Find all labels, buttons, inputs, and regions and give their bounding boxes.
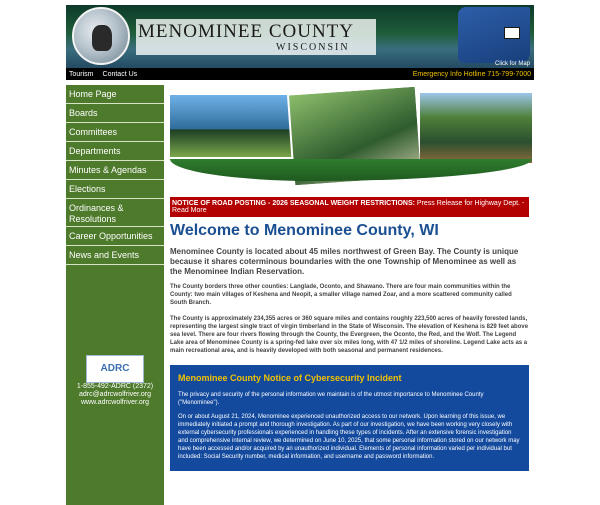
sidebar-item-elections[interactable]: Elections (66, 180, 164, 199)
sidebar-item-home[interactable]: Home Page (66, 85, 164, 104)
site-header (66, 5, 534, 68)
site-title-line2: WISCONSIN (276, 42, 350, 53)
sidebar-item-careers[interactable]: Career Opportunities (66, 227, 164, 246)
decorative-swoosh (170, 159, 532, 181)
sidebar (66, 85, 164, 505)
adrc-website[interactable]: www.adrcwolfriver.org (80, 399, 150, 406)
sidebar-item-ordinances[interactable]: Ordinances & Resolutions (66, 199, 164, 227)
sidebar-item-departments[interactable]: Departments (66, 142, 164, 161)
alert-body: Press Release for Highway Dept. - (414, 200, 525, 207)
page (66, 5, 534, 505)
hero-photo-collage (170, 85, 529, 189)
adrc-block (66, 355, 164, 407)
page-title: Welcome to Menominee County, WI (170, 222, 439, 239)
topnav-tourism[interactable]: Tourism (69, 70, 94, 78)
topnav-contact-us[interactable]: Contact Us (102, 70, 138, 78)
adrc-phone: 1-855-492-ADRC (2372) (76, 383, 154, 390)
lake-photo (170, 95, 294, 157)
geography-paragraph: The County is approximately 234,355 acres or 360 square miles and contains roughly 223,500 acres of heavily forested lands, representing the largest single tract of virgin timberland in the State of Wisconsin. The elevation of Keshena is 829 feet above sea level. There are four rivers flowing through the County, the Evergreen, the Oconto, the Red, and the Wolf. The Legend Lake area of Menominee County is a spring-fed lake over six miles long, with 47 1/2 miles of shoreline. Legend Lake acts as a main recreational area, and is heavily developed with both seasonal and permanent residences. (170, 316, 529, 354)
sidebar-item-committees[interactable]: Committees (66, 123, 164, 142)
notice-paragraph-1: The privacy and security of the personal information we maintain is of the utmost importance to Menominee County ("Menominee"). (178, 392, 484, 406)
wisconsin-map-icon[interactable] (458, 7, 530, 63)
sidebar-item-news-events[interactable]: News and Events (66, 246, 164, 265)
cybersecurity-notice (170, 365, 529, 471)
intro-paragraph: Menominee County is located about 45 miles northwest of Green Bay. The County is unique because it shares coterminous boundaries with the one Township of Menominee as well as the Menominee Indian Reservation. (170, 247, 519, 276)
sidebar-item-minutes-agendas[interactable]: Minutes & Agendas (66, 161, 164, 180)
site-title-line1: MENOMINEE COUNTY (138, 21, 355, 42)
adrc-logo-text: ADRC (100, 363, 130, 374)
adrc-logo[interactable] (86, 355, 144, 383)
main-content (164, 85, 534, 505)
notice-paragraph-2: On or about August 21, 2024, Menominee experienced unauthorized access to our network. Upon learning of this issue, we immediately initiated a prompt and thorough investigation. As part of our investigation, we have been working very closely with external cybersecurity professionals experienced in handling these types of incidents. After an extensive forensic investigation and comprehensive internal review, we determined on June 10, 2025, that some personal information stored on our network may have been accessed and/or acquired by an unauthorized individual. Elements of personal information varied per individual but included: Social Security number, medical information, and username and password information. (178, 414, 520, 460)
sidebar-item-boards[interactable]: Boards (66, 104, 164, 123)
site-title[interactable] (136, 19, 376, 55)
top-nav (66, 68, 534, 80)
notice-heading: Menominee County Notice of Cybersecurity Incident (178, 373, 402, 383)
river-photo (420, 93, 532, 163)
content-area (66, 85, 534, 505)
adrc-email[interactable]: adrc@adrcwolfriver.org (78, 391, 152, 398)
read-more-link[interactable]: Read More (172, 207, 207, 214)
map-link[interactable]: Click for Map (494, 61, 530, 67)
emergency-hotline: Emergency Info Hotline 715-799-7000 (412, 70, 531, 78)
alert-lead: NOTICE OF ROAD POSTING - 2026 SEASONAL WEIGHT RESTRICTIONS: (172, 200, 415, 207)
borders-paragraph: The County borders three other counties: Langlade, Oconto, and Shawano. There are four main communities within the County: two main villages of Keshena and Neopit, a smaller village named Zoar, and a more scattered community called South Branch. (170, 284, 512, 306)
road-posting-alert (170, 197, 529, 217)
county-seal-logo[interactable] (72, 7, 130, 65)
